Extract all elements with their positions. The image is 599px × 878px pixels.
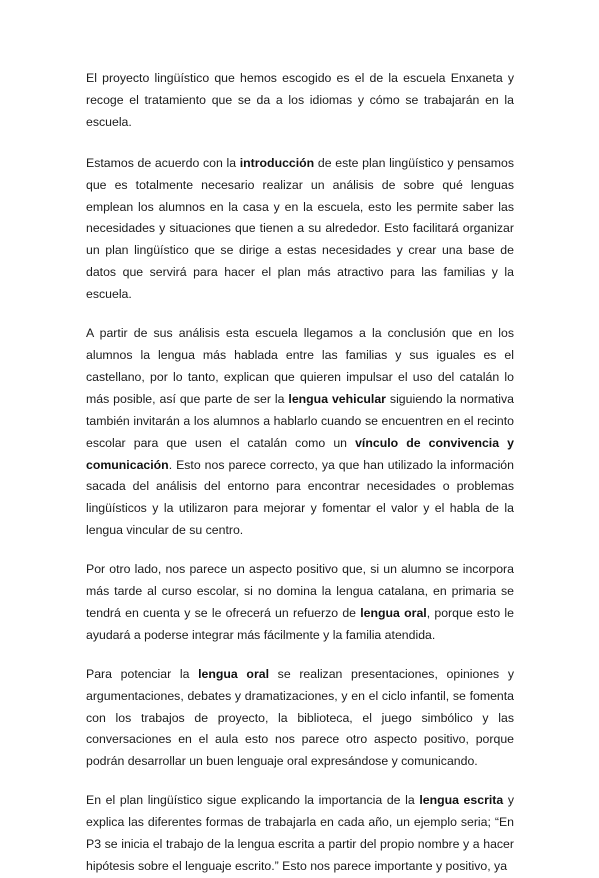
paragraph-text: . Esto nos parece correcto, ya que han utilizado la información sacada del análisis del entorno para encontrar necesidades o problemas lingüísticos y la utilizaron para mejorar y fomentar el valor y el habla de la lengua vincular de su centro. (86, 457, 514, 538)
bold-term: lengua oral (360, 605, 427, 620)
paragraph-text: se realizan presentaciones, opiniones y argumentaciones, debates y dramatizaciones, y en el ciclo infantil, se fomenta con los trabajos de proyecto, la biblioteca, el juego simbólico y las conversaciones en el aula esto nos parece otro aspecto positivo, porque podrán desarrollar un buen lenguaje oral expresándose y comunicando. (86, 666, 514, 769)
paragraph-1 (86, 68, 514, 134)
paragraph-text: y explica las diferentes formas de trabajarla en cada año, un ejemplo seria; “En P3 se inicia el trabajo de la lengua escrita a partir del propio nombre y a hacer hipótesis sobre el lenguaje escrito.” Esto nos parece importante y positivo, ya (86, 793, 514, 873)
paragraph-6 (86, 790, 514, 878)
bold-term: introducción (239, 155, 315, 170)
bold-term: lengua vehicular (288, 391, 386, 406)
paragraph-text: Para potenciar la (86, 666, 199, 681)
paragraph-text: de este plan lingüístico y pensamos que es totalmente necesario realizar un análisis de sobre qué lenguas emplean los alumnos en la casa y en la escuela, esto les permite saber las necesidades y situaciones que tienen a su alrededor. Esto facilitará organizar un plan lingüístico que se dirige a estas necesidades y crear una base de datos que servirá para hacer el plan más atractivo para las familias y la escuela. (86, 155, 514, 302)
paragraph-5 (86, 664, 514, 774)
bold-term: lengua oral (198, 666, 269, 681)
paragraph-text: siguiendo la normativa también invitarán a los alumnos a hablarlo cuando se encuentren en el recinto escolar para que usen el catalán como un (86, 391, 515, 450)
paragraph-text: , porque esto le ayudará a poderse integrar más fácilmente y la familia atendida. (86, 605, 514, 642)
bold-term: lengua escrita (419, 793, 504, 808)
paragraph-text: A partir de sus análisis esta escuela llegamos a la conclusión que en los alumnos la lengua más hablada entre las familias y sus iguales es el castellano, por lo tanto, explican que quieren impulsar el uso del catalán lo más posible, así que parte de ser la (86, 326, 514, 406)
paragraph-4 (86, 559, 514, 647)
paragraph-2 (86, 153, 514, 306)
paragraph-text: Estamos de acuerdo con la (86, 155, 240, 170)
paragraph-text: Por otro lado, nos parece un aspecto positivo que, si un alumno se incorpora más tarde al curso escolar, si no domina la lengua catalana, en primaria se tendrá en cuenta y se le ofrecerá un refuerzo de (86, 562, 514, 620)
paragraph-text: En el plan lingüístico sigue explicando la importancia de la (86, 793, 420, 808)
bold-term: vínculo de convivencia y comunicación (86, 435, 514, 472)
paragraph-text: El proyecto lingüístico que hemos escogido es el de la escuela Enxaneta y recoge el tratamiento que se da a los idiomas y cómo se trabajarán en la escuela. (86, 71, 514, 129)
paragraph-3 (86, 323, 514, 542)
